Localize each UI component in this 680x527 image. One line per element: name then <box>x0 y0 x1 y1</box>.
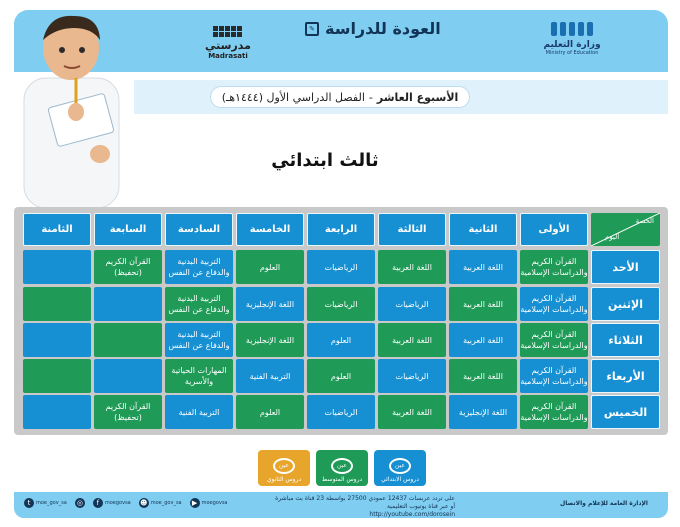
day-label: الإثنين <box>591 287 660 321</box>
period-header: الثامنة <box>23 213 91 246</box>
social-link[interactable] <box>93 498 131 508</box>
youtube-icon: ▶ <box>190 498 200 508</box>
period-header: الثالثة <box>378 213 446 246</box>
schedule-cell: الرياضيات <box>378 359 446 393</box>
schedule-cell <box>94 323 162 357</box>
period-header: الرابعة <box>307 213 375 246</box>
madrasati-name: مدرستي <box>205 39 251 52</box>
day-label: الأحد <box>591 250 660 284</box>
snapchat-icon: ☻ <box>140 499 148 507</box>
schedule-cell: القرآن الكريم والدراسات الإسلامية <box>520 395 588 429</box>
channel-label: دروس المتوسط <box>321 476 363 483</box>
schedule-cell <box>23 250 91 284</box>
channel-badge[interactable] <box>374 450 426 486</box>
schedule-cell: القرآن الكريم (تحفيظ) <box>94 250 162 284</box>
instagram-icon: ◎ <box>76 499 83 507</box>
week-separator: - <box>368 90 373 104</box>
social-link[interactable] <box>24 498 67 508</box>
period-header: الخامسة <box>236 213 304 246</box>
channel-badge[interactable] <box>258 450 310 486</box>
corner-day-label: اليوم <box>605 233 620 241</box>
schedule-cell: اللغة الإنجليزية <box>236 323 304 357</box>
schedule-cell: اللغة العربية <box>378 323 446 357</box>
backpack-icon: ✎ <box>305 22 319 36</box>
ein-logo-icon: عين <box>273 458 295 474</box>
schedule-cell: القرآن الكريم (تحفيظ) <box>94 395 162 429</box>
channels-row <box>258 450 426 486</box>
social-link[interactable] <box>75 498 85 508</box>
moe-name-en: Ministry of Education <box>545 50 599 56</box>
schedule-cell: التربية البدنية والدفاع عن النفس <box>165 287 233 321</box>
schedule-table <box>14 207 668 435</box>
schedule-cell: العلوم <box>236 250 304 284</box>
footer-line2: أو عبر قناة يوتيوب التعليمية <box>386 503 455 510</box>
footer-broadcast-info <box>255 495 455 519</box>
day-label: الخميس <box>591 395 660 429</box>
channel-label: دروس الابتدائي <box>381 476 419 483</box>
schedule-cell: اللغة الإنجليزية <box>449 395 517 429</box>
period-header: السادسة <box>165 213 233 246</box>
schedule-corner <box>591 213 660 246</box>
period-header: السابعة <box>94 213 162 246</box>
ein-logo-icon: عين <box>389 458 411 474</box>
schedule-cell: الرياضيات <box>378 287 446 321</box>
schedule-cell: القرآن الكريم والدراسات الإسلامية <box>520 323 588 357</box>
schedule-cell <box>23 395 91 429</box>
moe-crest-icon <box>540 22 604 38</box>
period-header: الثانية <box>449 213 517 246</box>
social-link[interactable] <box>139 498 182 508</box>
schedule-cell <box>94 359 162 393</box>
channel-badge[interactable] <box>316 450 368 486</box>
schedule-cell: اللغة العربية <box>449 323 517 357</box>
schedule-cell: اللغة العربية <box>378 250 446 284</box>
schedule-cell: القرآن الكريم والدراسات الإسلامية <box>520 287 588 321</box>
footer-line1: على تردد عربسات 12437 عمودي 27500 بواسطة 23 قناة بث مباشرة <box>275 495 455 502</box>
schedule-cell: القرآن الكريم والدراسات الإسلامية <box>520 250 588 284</box>
schedule-cell: العلوم <box>307 323 375 357</box>
schedule-cell: الرياضيات <box>307 250 375 284</box>
schedule-cell: التربية الفنية <box>236 359 304 393</box>
schedule-cell: العلوم <box>307 359 375 393</box>
day-label: الأربعاء <box>591 359 660 393</box>
channel-label: دروس الثانوي <box>266 476 302 483</box>
footer-dept-logo: الإدارة العامة للإعلام والاتصال <box>560 500 648 507</box>
corner-period-label: الحصة <box>635 217 654 225</box>
social-handle: moegovsa <box>104 500 131 506</box>
schedule-cell: المهارات الحياتية والأسرية <box>165 359 233 393</box>
social-links <box>24 498 228 508</box>
schedule-cell: الرياضيات <box>307 287 375 321</box>
schedule-cell <box>23 287 91 321</box>
schedule-cell: التربية البدنية والدفاع عن النفس <box>165 323 233 357</box>
moe-logo <box>540 22 604 56</box>
schedule-cell <box>94 287 162 321</box>
schedule-cell: العلوم <box>236 395 304 429</box>
schedule-cell: اللغة العربية <box>449 359 517 393</box>
schedule-cell <box>23 323 91 357</box>
schedule-cell: اللغة العربية <box>449 287 517 321</box>
schedule-cell: الرياضيات <box>307 395 375 429</box>
ein-logo-icon: عين <box>331 458 353 474</box>
schedule-cell: اللغة الإنجليزية <box>236 287 304 321</box>
madrasati-name-en: Madrasati <box>208 52 248 60</box>
schedule-cell: التربية البدنية والدفاع عن النفس <box>165 250 233 284</box>
term-label: الفصل الدراسي الأول (١٤٤٤هـ) <box>221 90 365 104</box>
day-label: الثلاثاء <box>591 323 660 357</box>
period-header: الأولى <box>520 213 588 246</box>
social-link[interactable] <box>190 498 228 508</box>
schedule-cell: اللغة العربية <box>378 395 446 429</box>
schedule-cell: اللغة العربية <box>449 250 517 284</box>
back-to-school-title: العودة للدراسة <box>325 19 441 38</box>
twitter-icon: t <box>24 498 34 508</box>
schedule-cell <box>23 359 91 393</box>
social-handle: moe_gov_sa <box>150 500 182 506</box>
schedule-cell: القرآن الكريم والدراسات الإسلامية <box>520 359 588 393</box>
back-to-school-logo <box>305 20 441 37</box>
madrasati-logo <box>205 26 251 60</box>
social-handle: moe_gov_sa <box>36 500 67 506</box>
schedule-cell: التربية الفنية <box>165 395 233 429</box>
week-label: الأسبوع العاشر <box>376 90 459 104</box>
social-handle: moegovsa <box>201 500 228 506</box>
madrasati-grid-icon <box>213 26 242 37</box>
grade-title: ثالث ابتدائي <box>271 150 379 171</box>
moe-name: وزارة التعليم <box>543 40 601 50</box>
student-boy-illustration <box>4 8 134 208</box>
week-bar <box>210 86 470 108</box>
facebook-icon: f <box>93 498 103 508</box>
footer-youtube-link[interactable]: http://youtube.com/dorosein <box>369 511 455 518</box>
